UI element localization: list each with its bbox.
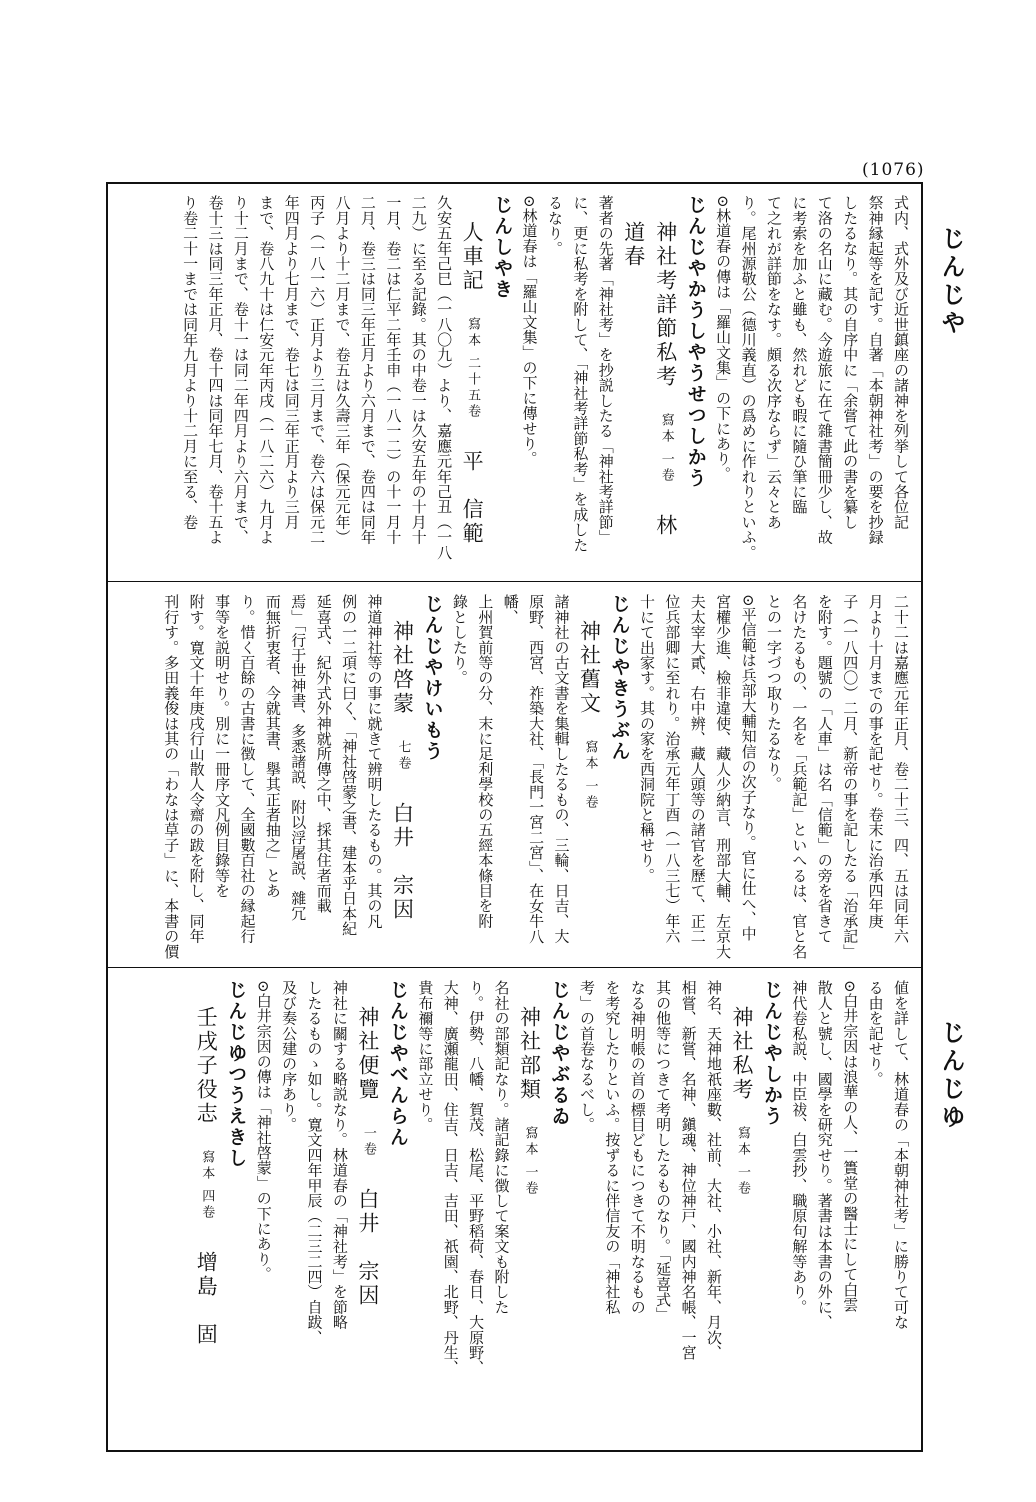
text-line: るなり。 — [545, 195, 564, 256]
text-line: て洛の名山に藏む。今遊旅に在て雜書簡冊少し、故 — [815, 195, 834, 545]
entry-volumes: 寫本 一卷 — [582, 740, 598, 812]
text-line: に、更に私考を附して、「神社考詳節私考」を成した — [571, 195, 590, 553]
band-divider — [106, 581, 923, 582]
text-line: に考索を加ふと雖も、然れども暇に隨ひ筆に臨 — [790, 195, 809, 515]
page-number: (1076) — [862, 160, 925, 180]
text-line: ⊙白井宗因の傳は「神社啓蒙」の下にあり。 — [254, 980, 273, 1282]
text-line: 位兵部卿に至れり。治承元年丁酉（一八三七）年六 — [663, 594, 682, 944]
entry-volumes: 七卷 — [395, 740, 411, 772]
entry-title: 神社舊文 — [577, 620, 602, 716]
text-band-bottom — [116, 980, 913, 1442]
text-line: なる神明帳の首の標目どもにつきて不明なるもの — [628, 980, 647, 1315]
entry-volumes: 寫本 一卷 — [658, 413, 674, 485]
text-line: 大神、廣瀬龍田、住吉、日吉、吉田、祇園、北野、丹生、 — [441, 980, 460, 1376]
text-line: 散人と號し、國學を研究せり。著書は本書の外に、 — [815, 980, 834, 1330]
text-line: したるものゝ如し。寛文四年甲辰（二三二四）自跋、 — [305, 980, 324, 1345]
text-line: ⊙白井宗因は浪華の人、一簣堂の醫士にして白雲 — [841, 980, 860, 1312]
text-line: 其の他等につきて考明したるものなり。「延喜式」 — [654, 980, 673, 1323]
text-line: り。惜く百餘の古書に徴して、全國數百社の縁起行 — [238, 594, 257, 944]
running-head-top: じんじや — [937, 226, 966, 338]
text-line: 二九）に至る記錄。其の中卷一は久安五年の十月十 — [409, 195, 428, 545]
text-line: 宮權少進、檢非違使、藏人少納言、刑部大輔、左京大 — [714, 594, 733, 959]
text-line: 焉」「行于世神書、多悉諸説、附以浮屠説、雜冗 — [289, 594, 308, 921]
text-line: を附す。題號の「人車」は名「信範」の旁を省きて — [815, 594, 834, 944]
entry-title-line — [190, 980, 222, 1442]
text-line: 月より十月までの事を記せり。卷末に治承四年庚 — [866, 594, 885, 929]
entry-volumes: 寫本 四卷 — [199, 1150, 215, 1222]
text-line: 夫太宰大貳、右中辨、藏人頭等の諸官を歷て、正二 — [688, 594, 707, 944]
text-line: 年四月より七月まで、卷七は同三年正月より三月 — [282, 195, 301, 530]
text-line: 延喜式、紀外式外神就所傳之中、採其住者而載 — [314, 594, 333, 914]
text-line: 原野、西宮、祚築大社、「長門一宮二宮」、在女牛八幡、 — [501, 594, 546, 944]
entry-title-line — [618, 195, 682, 575]
text-line: 子（一八四〇）二月、新帝の事を記したる「治承記」 — [841, 594, 860, 959]
text-line: 而無折衷者、今就其書、擧其正者抽之」とあ — [263, 594, 282, 898]
text-band-top — [116, 195, 913, 575]
entry-volumes: 寫本 一卷 — [522, 1126, 538, 1198]
text-line: 諸神社の古文書を集輯したるもの、三輪、日吉、大 — [552, 594, 571, 944]
entry-title-line — [574, 594, 606, 960]
entry-author: 白井 宗因 — [390, 802, 415, 922]
text-line: 相嘗、新嘗、名神、鎭魂、神位神戸、國内神名帳、一宮 — [679, 980, 698, 1360]
entry-title-line — [456, 195, 488, 575]
text-line: 及び奏公建の序あり。 — [280, 980, 299, 1132]
text-line: り十二月まで、卷十一は同二年四月より六月まで、 — [231, 195, 250, 545]
text-line: て之れが詳節をなす。頗る次序ならず」云々とあ — [764, 195, 783, 530]
text-line: 例の一二項に曰く、「神社啓蒙之書、建本乎日本紀 — [340, 594, 359, 937]
text-line: したるなり。其の自序中に「余嘗て此の書を纂し — [841, 195, 860, 530]
text-line: 著者の先著「神社考」を抄説したる「神社考詳節」 — [596, 195, 615, 545]
entry-title-line — [352, 980, 384, 1442]
text-line: 神社に關する略説なり。林道春の「神社考」を節略 — [330, 980, 349, 1330]
text-line: 神道神社等の事に就きて辨明したるもの。其の凡 — [365, 594, 384, 929]
text-line: 上州賀前等の分、末に足利學校の五經本條目を附 — [476, 594, 495, 929]
text-line: ⊙林道春の傳は「羅山文集」の下にあり。 — [714, 195, 733, 482]
entry-volumes: 一卷 — [360, 1126, 376, 1158]
entry-author: 平 信範 — [460, 450, 485, 547]
entry-title: 壬戌子役志 — [194, 1006, 219, 1126]
text-line: り卷二十一までは同年九月より十二月に至る、卷 — [181, 195, 200, 530]
text-line: り。尾州源敬公（德川義直）の爲めに作れりといふ。 — [739, 195, 758, 560]
text-line: 刊行す。多田義俊は其の「わなは草子」に、本書の價 — [162, 594, 181, 959]
entry-title: 神社私考 — [729, 1006, 754, 1102]
text-line: り。伊勢、八幡、賀茂、松尾、平野稻荷、春日、大原野、 — [467, 980, 486, 1376]
entry-title-line — [514, 980, 546, 1442]
entry-author: 增島 固 — [194, 1251, 219, 1348]
entry-title: 神社部類 — [517, 1006, 542, 1102]
entry-reading-heading: じんじやぶるゐ — [548, 980, 571, 1127]
band-divider — [106, 967, 923, 968]
entry-author: 白井 宗因 — [355, 1188, 380, 1308]
entry-reading-heading: じんじやしかう — [760, 980, 783, 1127]
text-line: 考」の首卷なるべし。 — [577, 980, 596, 1132]
text-line: 名けたるもの、一名を「兵範記」といへるは、官と名 — [790, 594, 809, 959]
text-line: 十にて出家す。其の家を西洞院と稱せり。 — [637, 594, 656, 883]
entry-reading-heading: じんしやき — [491, 195, 514, 300]
text-line: 丙子（一八一六）正月より三月まで、卷六は保元二 — [308, 195, 327, 545]
running-head-bottom: じんじゆ — [937, 1020, 966, 1132]
text-line: 値を詳して、林道春の「本朝神社考」に勝りて可な — [892, 980, 910, 1330]
entry-title-line — [387, 594, 419, 960]
text-line: 神名、天神地祇座數、社前、大社、小社、新年、月次、 — [704, 980, 723, 1360]
text-line: ⊙平信範は兵部大輔知信の次子なり。官に仕へ、中 — [739, 594, 758, 942]
entry-reading-heading: じんじやべんらん — [386, 980, 409, 1148]
text-line: 卷十三は同三年正月、卷十四は同年七月、卷十五よ — [206, 195, 225, 545]
text-line: 貴布禰等に部立せり。 — [416, 980, 435, 1132]
entry-reading-heading: じんじやかうしやうせつしかう — [684, 195, 707, 489]
text-line: との一字づつ取りたるなり。 — [764, 594, 783, 792]
text-line: 附す。寛文十年庚戌行山散人令齋の跋を附し、同年 — [187, 594, 206, 944]
entry-reading-heading: じんじやきうぶん — [608, 594, 631, 762]
entry-volumes: 寫本 二十五卷 — [465, 317, 481, 421]
entry-title: 神社考詳節私考 — [653, 221, 678, 389]
text-line: 錄としたり。 — [450, 594, 469, 686]
text-line: 神代卷私説、中臣祓、白雲抄、職原句解等あり。 — [790, 980, 809, 1315]
text-line: 二月、卷三は同三年正月より六月まで、卷四は同年 — [358, 195, 377, 545]
entry-title: 神社便覽 — [355, 1006, 380, 1102]
text-line: を考究したりといふ。按ずるに伴信友の「神社私 — [603, 980, 622, 1315]
text-line: 八月より十二月まで、卷五は久壽三年（保元元年） — [333, 195, 352, 545]
text-line: 事等を説明せり。別に一冊序文凡例目錄等を — [213, 594, 232, 898]
entry-reading-heading: じんじゆつうえきし — [225, 980, 248, 1169]
entry-title: 神社啓蒙 — [390, 620, 415, 716]
text-line: ⊙林道春は「羅山文集」の下に傳せり。 — [520, 195, 539, 467]
text-line: まで、卷八九十は仁安元年丙戌（一八二六）九月よ — [257, 195, 276, 545]
entry-title-line — [726, 980, 758, 1442]
entry-title: 人車記 — [460, 221, 485, 293]
entry-author: 林 道春 — [621, 221, 678, 563]
text-line: 式内、式外及び近世鎮座の諸神を列挙して各位記 — [892, 195, 910, 530]
text-line: る由を記せり。 — [866, 980, 885, 1087]
text-line: 久安五年己巳（一八〇九）より、嘉應元年己丑（一八 — [435, 195, 454, 560]
text-line: 名社の部類記なり。諸記錄に徴して案文も附した — [492, 980, 511, 1315]
entry-reading-heading: じんじやけいもう — [421, 594, 444, 762]
entry-volumes: 寫本 一卷 — [734, 1126, 750, 1198]
text-line: 祭神縁起等を記す。自著「本朝神社考」の要を抄録 — [866, 195, 885, 545]
text-line: 二十二は嘉應元年正月、卷二十三、四、五は同年六 — [892, 594, 910, 944]
text-line: 一月、卷二は仁平二年壬申（一八一二）の十一月十 — [384, 195, 403, 545]
text-band-middle — [116, 594, 913, 960]
